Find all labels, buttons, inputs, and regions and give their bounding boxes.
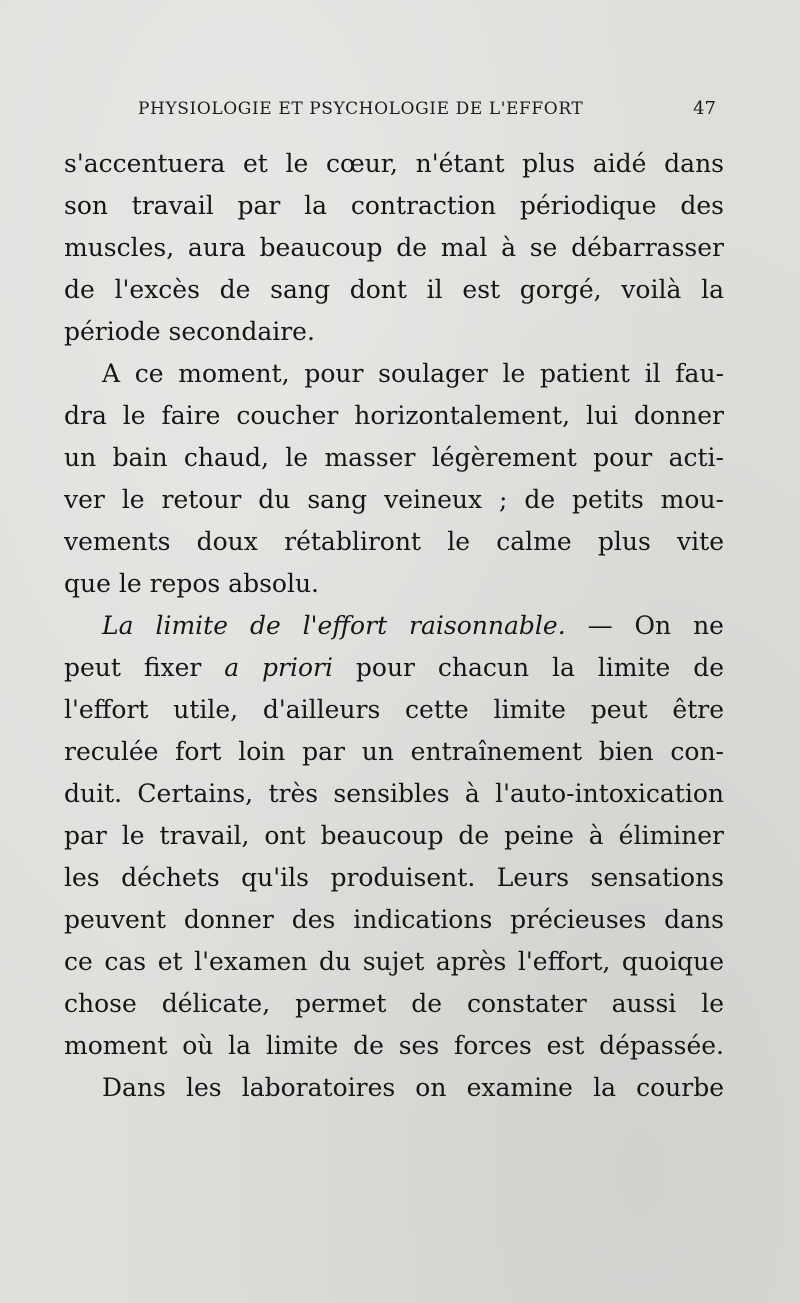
running-title: PHYSIOLOGIE ET PSYCHOLOGIE DE L'EFFORT (138, 99, 584, 119)
text-line: son travail par la contraction périodique des (64, 191, 724, 220)
text-line (64, 647, 724, 689)
text-line: par le travail, ont beaucoup de peine à éliminer (64, 821, 724, 850)
text-line: l'effort utile, d'ailleurs cette limite peut être (64, 695, 724, 724)
text-line: de l'excès de sang dont il est gorgé, voilà la (64, 275, 724, 304)
text-line: un bain chaud, le masser légèrement pour acti- (64, 443, 724, 472)
text-line: que le repos absolu. (64, 569, 319, 598)
text-fragment: pour chacun la limite de (333, 653, 724, 682)
text-line: les déchets qu'ils produisent. Leurs sensations (64, 863, 724, 892)
text-line: Dans les laboratoires on examine la courbe (102, 1073, 724, 1102)
text-line: dra le faire coucher horizontalement, lui donner (64, 401, 724, 430)
body-text (64, 143, 724, 1109)
text-line: période secondaire. (64, 317, 315, 346)
text-line: muscles, aura beaucoup de mal à se débarrasser (64, 233, 724, 262)
text-line: chose délicate, permet de constater aussi le (64, 989, 724, 1018)
text-line: s'accentuera et le cœur, n'étant plus aidé dans (64, 149, 724, 178)
text-fragment: peut fixer (64, 653, 225, 682)
text-line: ce cas et l'examen du sujet après l'effort, quoique (64, 947, 724, 976)
section-heading: La limite de l'effort raisonnable. (102, 611, 566, 640)
text-line: duit. Certains, très sensibles à l'auto-intoxication (64, 779, 724, 808)
text-line: ver le retour du sang veineux ; de petits mou- (64, 485, 724, 514)
text-line: moment où la limite de ses forces est dépassée. (64, 1031, 724, 1060)
text-line: A ce moment, pour soulager le patient il fau- (102, 359, 724, 388)
page-header (138, 94, 716, 124)
section-heading-line (64, 605, 724, 647)
text-line: reculée fort loin par un entraînement bien con- (64, 737, 724, 766)
text-line: vements doux rétabliront le calme plus vite (64, 527, 724, 556)
page-number: 47 (693, 98, 716, 119)
text-fragment: — On ne (565, 611, 724, 640)
italic-phrase: a priori (224, 653, 333, 682)
text-line: peuvent donner des indications précieuses dans (64, 905, 724, 934)
